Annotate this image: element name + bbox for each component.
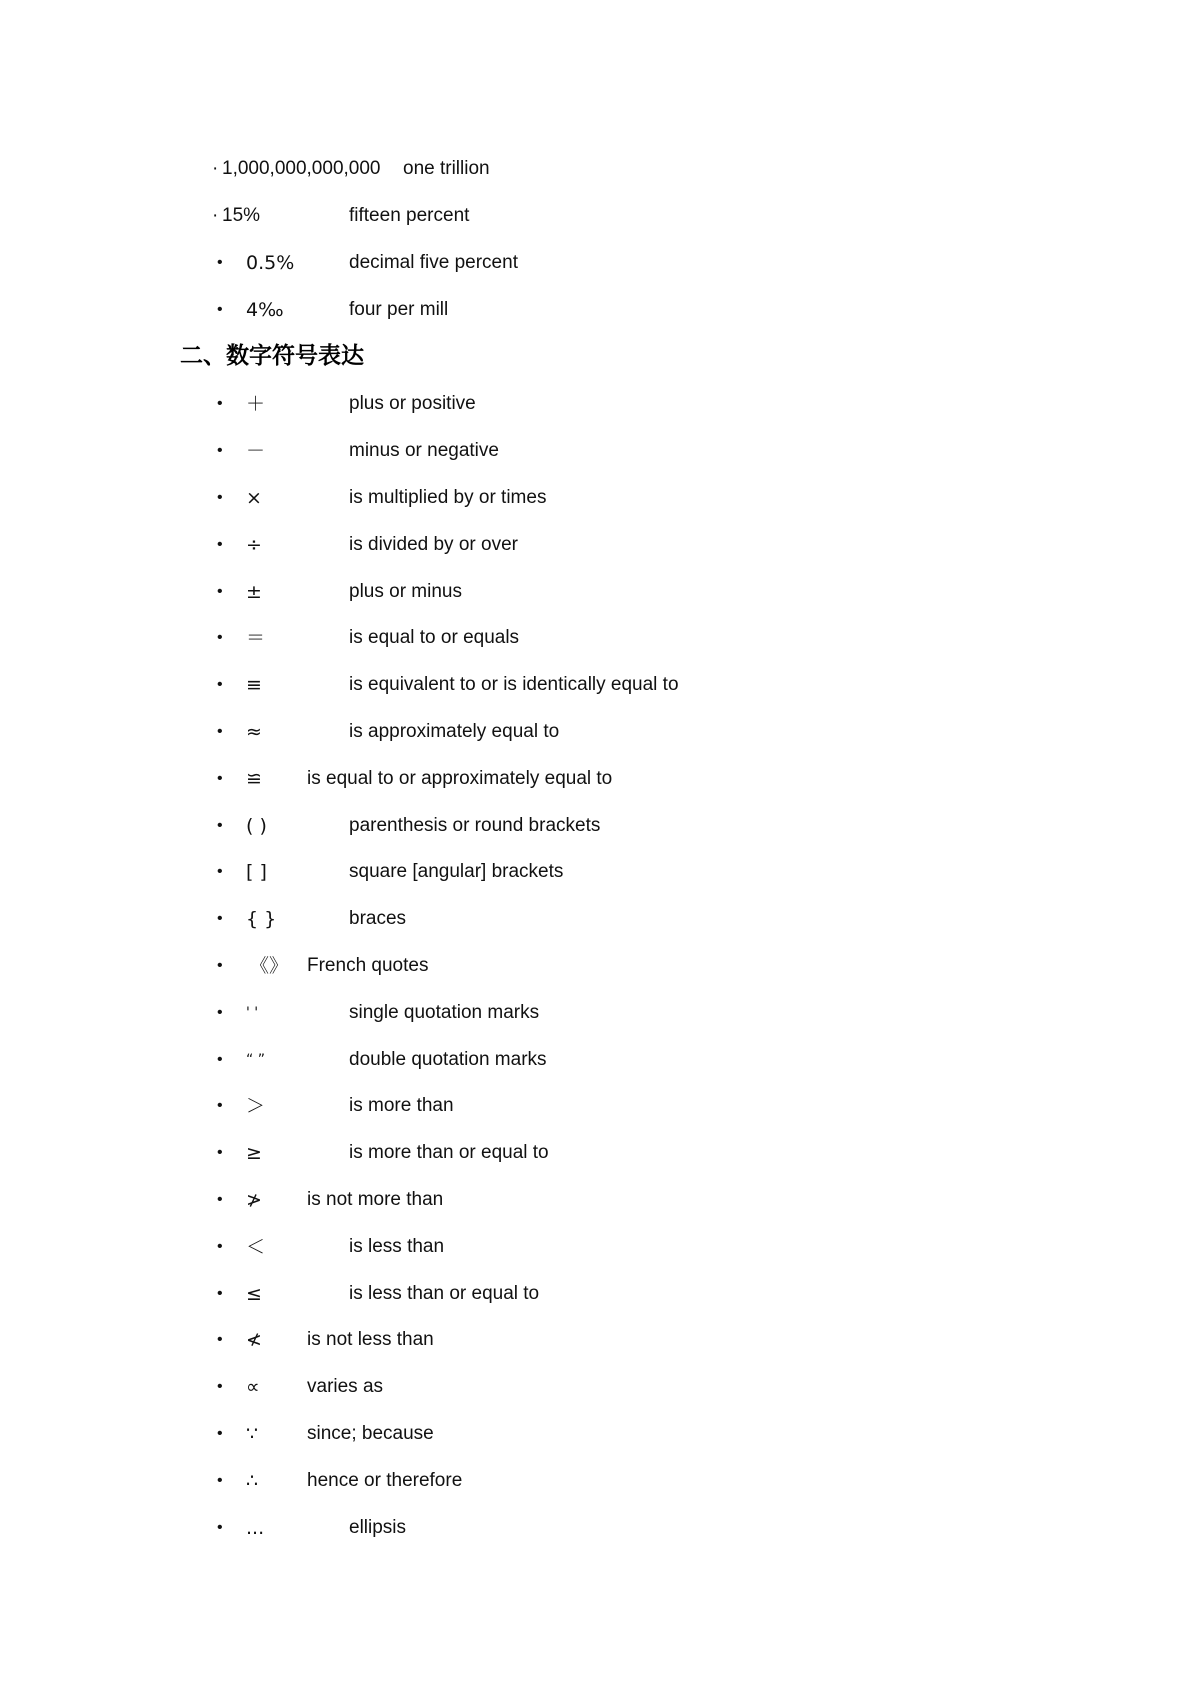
bullet-icon: • (217, 489, 223, 506)
symbol-desc: is approximately equal to (349, 721, 560, 742)
symbol-desc: plus or minus (349, 581, 462, 602)
equals-sign-icon: ＝ (246, 627, 266, 649)
parentheses-icon: ( ) (246, 815, 267, 837)
symbol-desc: braces (349, 908, 407, 929)
bullet-icon: • (217, 1097, 223, 1114)
square-brackets-icon: [ ] (246, 861, 267, 883)
number-term: 15% (222, 205, 261, 226)
symbol-desc: is not more than (307, 1189, 444, 1210)
bullet-icon: • (217, 629, 223, 646)
symbol-desc: plus or positive (349, 393, 476, 414)
bullet-icon: • (217, 1425, 223, 1442)
approx-sign-icon: ≈ (246, 721, 262, 743)
symbol-desc: is not less than (307, 1329, 434, 1350)
bullet-icon: • (217, 583, 223, 600)
bullet-icon: • (217, 536, 223, 553)
bullet-icon: • (217, 676, 223, 693)
number-term: 1,000,000,000,000 (222, 158, 381, 179)
greater-equal-icon: ≥ (246, 1142, 262, 1164)
bullet-icon: • (217, 254, 223, 271)
symbol-desc: varies as (307, 1376, 384, 1397)
number-desc: fifteen percent (349, 205, 470, 226)
bullet-icon: • (217, 301, 223, 318)
bullet-icon: • (217, 1144, 223, 1161)
symbol-desc: is multiplied by or times (349, 487, 547, 508)
single-quotes-icon: ' ' (246, 1005, 259, 1021)
ellipsis-icon: ... (246, 1517, 265, 1539)
bullet-icon: • (217, 770, 223, 787)
symbol-desc: is equal to or approximately equal to (307, 768, 613, 789)
number-term: 4‰ (246, 299, 284, 321)
symbol-desc: is less than or equal to (349, 1283, 540, 1304)
not-greater-icon: ≯ (246, 1189, 262, 1211)
symbol-desc: hence or therefore (307, 1470, 463, 1491)
division-sign-icon: ÷ (246, 534, 262, 556)
symbol-desc: parenthesis or round brackets (349, 815, 601, 836)
symbol-desc: is divided by or over (349, 534, 518, 555)
bullet-icon: • (217, 1238, 223, 1255)
less-equal-icon: ≤ (246, 1283, 262, 1305)
not-less-icon: ≮ (246, 1329, 262, 1351)
plus-sign-icon: ＋ (246, 393, 266, 415)
bullet-icon: • (217, 1051, 223, 1068)
number-desc: one trillion (403, 158, 490, 179)
bullet-icon: • (217, 1004, 223, 1021)
bullet-icon: • (217, 395, 223, 412)
symbol-desc: is equal to or equals (349, 627, 520, 648)
middle-dot-icon: · (212, 158, 219, 179)
symbol-desc: single quotation marks (349, 1002, 540, 1023)
identical-sign-icon: ≡ (246, 674, 262, 696)
minus-sign-icon: － (246, 440, 266, 462)
braces-icon: { } (246, 908, 277, 930)
french-quotes-icon: 《》 (250, 955, 289, 977)
bullet-icon: • (217, 1285, 223, 1302)
number-desc: decimal five percent (349, 252, 518, 273)
times-sign-icon: × (246, 487, 262, 509)
number-term: 0.5% (246, 252, 295, 274)
bullet-icon: • (217, 1378, 223, 1395)
plus-minus-sign-icon: ± (246, 581, 262, 603)
bullet-icon: • (217, 817, 223, 834)
symbol-desc: square [angular] brackets (349, 861, 564, 882)
middle-dot-icon: · (212, 205, 219, 226)
symbol-desc: is less than (349, 1236, 445, 1257)
therefore-icon: ∴ (246, 1470, 259, 1492)
symbol-desc: is more than or equal to (349, 1142, 549, 1163)
bullet-icon: • (217, 1472, 223, 1489)
symbol-desc: is equivalent to or is identically equal to (349, 674, 679, 695)
symbol-desc: minus or negative (349, 440, 499, 461)
proportional-icon: ∝ (246, 1376, 260, 1398)
section-heading: 二、数字符号表达 (180, 342, 364, 369)
bullet-icon: • (217, 442, 223, 459)
double-quotes-icon: “ ” (246, 1052, 265, 1068)
symbol-desc: French quotes (307, 955, 429, 976)
symbol-desc: ellipsis (349, 1517, 407, 1538)
bullet-icon: • (217, 1519, 223, 1536)
because-icon: ∵ (246, 1423, 259, 1445)
bullet-icon: • (217, 863, 223, 880)
greater-than-icon: ＞ (246, 1095, 266, 1117)
symbol-desc: double quotation marks (349, 1049, 547, 1070)
bullet-icon: • (217, 910, 223, 927)
bullet-icon: • (217, 723, 223, 740)
congruent-sign-icon: ≌ (246, 768, 262, 790)
bullet-icon: • (217, 1331, 223, 1348)
symbol-desc: is more than (349, 1095, 454, 1116)
symbol-desc: since; because (307, 1423, 434, 1444)
bullet-icon: • (217, 957, 223, 974)
number-desc: four per mill (349, 299, 449, 320)
less-than-icon: ＜ (246, 1236, 266, 1258)
bullet-icon: • (217, 1191, 223, 1208)
